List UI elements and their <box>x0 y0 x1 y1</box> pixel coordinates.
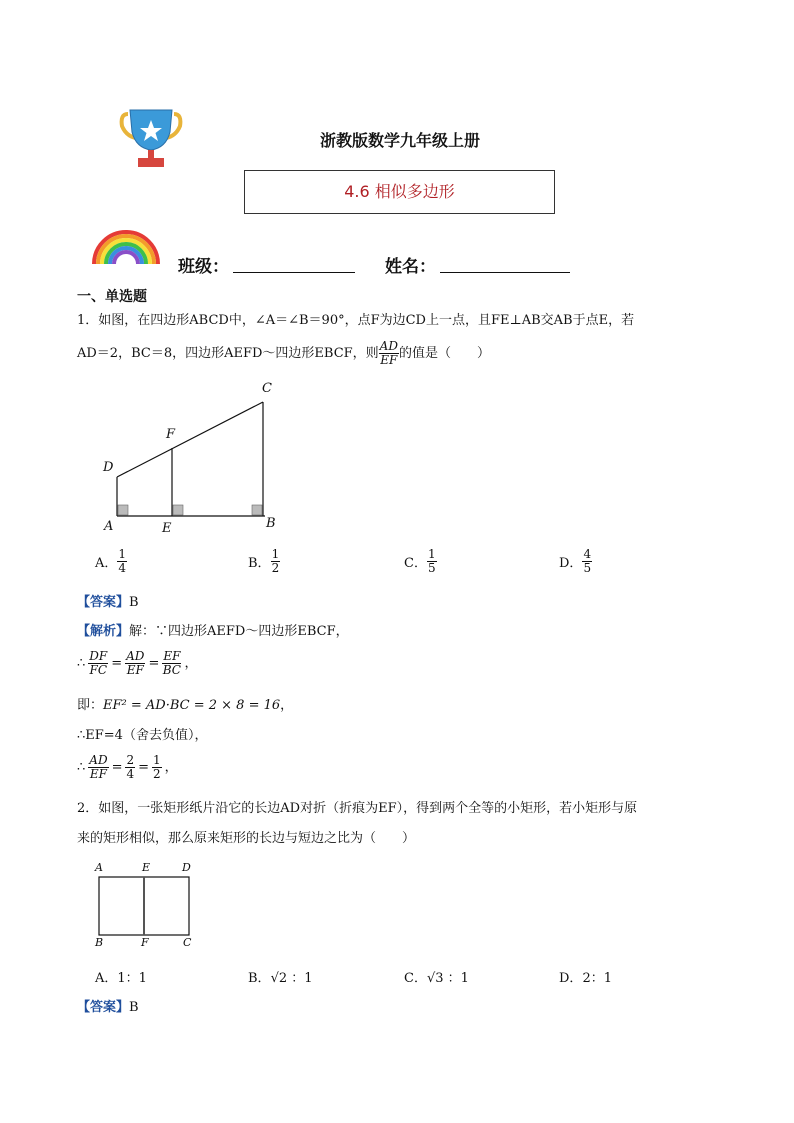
q1-final-frac-3 <box>152 754 162 781</box>
q1-option-b-letter: B． <box>248 556 271 571</box>
rainbow-icon <box>90 226 162 266</box>
q1-ratio-d2: EF <box>126 663 144 677</box>
trophy-icon <box>118 108 184 170</box>
q1-option-b-den: 2 <box>271 561 280 575</box>
q1-answer-tag: 【答案】 <box>77 595 130 610</box>
q1-figure <box>95 378 295 543</box>
lesson-title-box: 4.6 相似多边形 <box>244 170 555 214</box>
q1-option-a-num: 1 <box>118 547 127 561</box>
q1-fraction <box>379 340 399 367</box>
q1-text-line1: 1．如图，在四边形ABCD中，∠A＝∠B＝90°，点F为边CD上一点，且FE⊥AB交AB于点E，若 <box>77 313 635 328</box>
name-label: 姓名： <box>385 257 436 277</box>
q1-option-b-frac <box>271 548 281 575</box>
q1-label-C: C <box>262 381 272 396</box>
q1-option-c-num: 1 <box>427 547 436 561</box>
q1-final-frac-2 <box>125 754 135 781</box>
q1-text-pre: AD＝2，BC＝8，四边形AEFD～四边形EBCF，则 <box>77 345 379 361</box>
q2-option-a-letter: A． <box>95 971 118 986</box>
q1-analysis-ratio <box>77 650 197 677</box>
document-title: 浙教版数学九年级上册 <box>319 131 480 150</box>
q1-ratio-n2: AD <box>126 649 145 663</box>
q1-ratio-n3: EF <box>163 649 181 663</box>
q1-analysis-line3 <box>77 697 293 715</box>
q2-label-E: E <box>142 861 151 874</box>
q1-eq-3: = <box>111 759 123 775</box>
q1-option-a[interactable] <box>95 548 127 575</box>
q1-line3-post: ， <box>280 698 294 713</box>
q1-analysis-row <box>77 623 349 641</box>
q1-final-n1: AD <box>89 753 108 767</box>
section-heading: 一、单选题 <box>77 289 147 305</box>
q2-option-c[interactable] <box>404 967 469 986</box>
q1-option-b[interactable] <box>248 548 280 575</box>
q1-final-n3: 1 <box>153 753 161 767</box>
q1-ratio-frac-3 <box>162 650 181 677</box>
q1-answer-row <box>77 594 139 612</box>
q2-option-c-letter: C． <box>404 971 427 986</box>
q1-ratio-d1: FC <box>89 663 108 677</box>
q1-ratio-d3: BC <box>162 663 181 677</box>
q1-final-n2: 2 <box>126 753 135 767</box>
class-input-line[interactable] <box>233 254 355 273</box>
q1-final-d3: 2 <box>153 767 161 781</box>
q1-option-d-den: 5 <box>583 561 592 575</box>
q1-label-E: E <box>162 521 172 536</box>
q1-analysis-final <box>77 754 178 781</box>
q1-option-d-letter: D． <box>559 556 583 571</box>
q1-answer: B <box>129 595 139 610</box>
q1-final-d1: EF <box>89 767 107 781</box>
q1-analysis-line4: ∴EF=4（舍去负值）， <box>77 728 208 743</box>
name-input-line[interactable] <box>440 254 570 273</box>
q1-eq-1: = <box>111 655 123 671</box>
q1-frac-den: EF <box>380 353 398 367</box>
q2-text-line1: 2．如图，一张矩形纸片沿它的长边AD对折（折痕为EF），得到两个全等的小矩形，若小矩形与原 <box>77 801 638 816</box>
q2-option-c-text: √3 ：1 <box>426 971 469 986</box>
q2-option-a[interactable] <box>95 967 147 986</box>
q2-option-b[interactable] <box>248 967 313 986</box>
q2-option-b-letter: B． <box>248 971 271 986</box>
q1-final-frac-1 <box>88 754 108 781</box>
q1-text-post: 的值是（ ） <box>398 345 490 361</box>
q1-option-d[interactable] <box>559 548 592 575</box>
q1-final-d2: 4 <box>126 767 135 781</box>
q1-line3-math: EF² = AD·BC = 2 × 8 = 16 <box>103 698 281 713</box>
q2-label-B: B <box>95 936 104 949</box>
q2-option-d[interactable] <box>559 967 612 986</box>
q1-option-a-letter: A． <box>95 556 118 571</box>
q1-comma-2: ， <box>164 759 178 775</box>
q2-figure <box>95 872 195 940</box>
q1-label-D: D <box>103 460 114 475</box>
q1-option-a-frac <box>117 548 127 575</box>
q1-line3-pre: 即： <box>77 698 104 713</box>
q1-option-a-den: 4 <box>118 561 127 575</box>
q1-eq-2: = <box>148 655 160 671</box>
q2-option-d-text: 2：1 <box>582 971 612 986</box>
q2-label-A: A <box>95 861 103 874</box>
q2-option-a-text: 1：1 <box>117 971 147 986</box>
q2-text-line2: 来的矩形相似，那么原来矩形的长边与短边之比为（ ） <box>77 831 416 846</box>
q1-analysis-tag: 【解析】 <box>77 624 130 639</box>
class-label: 班级： <box>178 257 229 277</box>
q1-option-c-letter: C． <box>404 556 427 571</box>
q1-label-B: B <box>266 516 276 531</box>
q1-option-c-frac <box>427 548 437 575</box>
q1-text-line2 <box>77 340 490 367</box>
q1-therefore-1: ∴ <box>77 655 86 671</box>
q1-option-b-num: 1 <box>271 547 280 561</box>
q2-answer-row <box>77 999 139 1017</box>
q1-label-F: F <box>166 427 176 442</box>
q1-ratio-frac-1 <box>88 650 108 677</box>
q2-label-C: C <box>183 936 192 949</box>
q1-ratio-n1: DF <box>89 649 108 663</box>
q2-label-D: D <box>182 861 191 874</box>
q1-option-c-den: 5 <box>427 561 436 575</box>
q1-eq-4: = <box>138 759 150 775</box>
q1-frac-num: AD <box>379 339 398 353</box>
q1-option-d-num: 4 <box>583 547 592 561</box>
q2-label-F: F <box>141 936 149 949</box>
q1-option-c[interactable] <box>404 548 437 575</box>
q1-therefore-2: ∴ <box>77 759 86 775</box>
q2-option-b-text: √2 ：1 <box>270 971 313 986</box>
q2-answer-tag: 【答案】 <box>77 1000 130 1015</box>
q1-ratio-frac-2 <box>125 650 145 677</box>
q1-label-A: A <box>104 519 114 534</box>
q1-analysis-line1: 解：∵四边形AEFD～四边形EBCF， <box>129 624 349 639</box>
q2-option-d-letter: D． <box>559 971 583 986</box>
q1-comma-1: ， <box>184 655 198 671</box>
q2-answer: B <box>129 1000 139 1015</box>
q1-option-d-frac <box>582 548 592 575</box>
